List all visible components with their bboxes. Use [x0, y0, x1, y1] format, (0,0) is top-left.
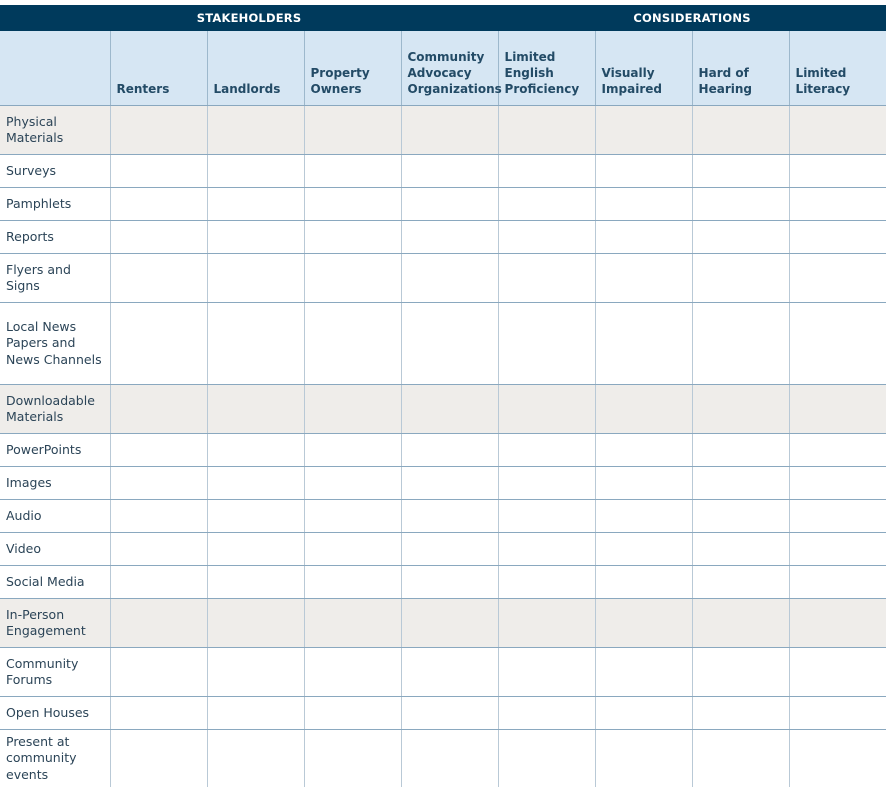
matrix-cell[interactable]	[498, 155, 595, 188]
category-row	[0, 599, 886, 648]
matrix-cell[interactable]	[498, 106, 595, 155]
matrix-cell[interactable]	[789, 697, 886, 730]
matrix-cell[interactable]	[595, 467, 692, 500]
row-label: Pamphlets	[0, 188, 110, 221]
matrix-cell[interactable]	[401, 254, 498, 303]
row-label: Social Media	[0, 566, 110, 599]
table-row	[0, 730, 886, 788]
matrix-cell[interactable]	[207, 730, 304, 788]
matrix-cell[interactable]	[110, 697, 207, 730]
matrix-cell[interactable]	[498, 254, 595, 303]
matrix-cell[interactable]	[304, 533, 401, 566]
matrix-cell[interactable]	[401, 155, 498, 188]
row-label: Community Forums	[0, 648, 110, 697]
matrix-cell[interactable]	[401, 106, 498, 155]
matrix-cell[interactable]	[110, 599, 207, 648]
matrix-cell[interactable]	[304, 221, 401, 254]
matrix-cell[interactable]	[304, 648, 401, 697]
matrix-cell[interactable]	[207, 188, 304, 221]
matrix-cell[interactable]	[401, 697, 498, 730]
matrix-cell[interactable]	[692, 385, 789, 434]
matrix-cell[interactable]	[789, 730, 886, 788]
row-label: Video	[0, 533, 110, 566]
matrix-cell[interactable]	[692, 599, 789, 648]
matrix-cell[interactable]	[207, 221, 304, 254]
matrix-cell[interactable]	[401, 188, 498, 221]
table-row	[0, 500, 886, 533]
matrix-cell[interactable]	[304, 106, 401, 155]
column-header-blank	[0, 31, 110, 106]
matrix-cell[interactable]	[498, 697, 595, 730]
column-header: Limited English Proficiency	[498, 31, 595, 106]
row-label: Surveys	[0, 155, 110, 188]
matrix-cell[interactable]	[401, 434, 498, 467]
matrix-cell[interactable]	[595, 533, 692, 566]
column-header: Landlords	[207, 31, 304, 106]
matrix-cell[interactable]	[401, 599, 498, 648]
matrix-cell[interactable]	[595, 566, 692, 599]
matrix-cell[interactable]	[498, 303, 595, 385]
table-row	[0, 221, 886, 254]
matrix-cell[interactable]	[498, 467, 595, 500]
matrix-cell[interactable]	[692, 188, 789, 221]
matrix-cell[interactable]	[401, 221, 498, 254]
matrix-cell[interactable]	[304, 599, 401, 648]
matrix-cell[interactable]	[789, 106, 886, 155]
matrix-cell[interactable]	[401, 385, 498, 434]
matrix-cell[interactable]	[595, 434, 692, 467]
group-header-considerations: CONSIDERATIONS	[498, 5, 886, 31]
category-label: Physical Materials	[0, 106, 110, 155]
table-row	[0, 155, 886, 188]
matrix-cell[interactable]	[692, 533, 789, 566]
matrix-cell[interactable]	[304, 730, 401, 788]
matrix-cell[interactable]	[692, 254, 789, 303]
matrix-cell[interactable]	[207, 254, 304, 303]
matrix-cell[interactable]	[595, 599, 692, 648]
matrix-cell[interactable]	[789, 155, 886, 188]
table-row	[0, 188, 886, 221]
matrix-cell[interactable]	[304, 155, 401, 188]
matrix-cell[interactable]	[207, 500, 304, 533]
column-header: Limited Literacy	[789, 31, 886, 106]
matrix-cell[interactable]	[595, 188, 692, 221]
matrix-cell[interactable]	[789, 221, 886, 254]
matrix-cell[interactable]	[207, 155, 304, 188]
matrix-cell[interactable]	[498, 566, 595, 599]
matrix-cell[interactable]	[498, 500, 595, 533]
matrix-cell[interactable]	[498, 385, 595, 434]
matrix-cell[interactable]	[110, 155, 207, 188]
matrix-cell[interactable]	[304, 385, 401, 434]
column-header: Renters	[110, 31, 207, 106]
column-header-row	[0, 31, 886, 106]
matrix-cell[interactable]	[789, 599, 886, 648]
matrix-cell[interactable]	[110, 500, 207, 533]
matrix-cell[interactable]	[595, 648, 692, 697]
matrix-cell[interactable]	[207, 566, 304, 599]
matrix-cell[interactable]	[110, 730, 207, 788]
matrix-cell[interactable]	[110, 106, 207, 155]
matrix-cell[interactable]	[789, 467, 886, 500]
category-row	[0, 385, 886, 434]
category-label: Downloadable Materials	[0, 385, 110, 434]
engagement-matrix	[0, 5, 886, 787]
matrix-cell[interactable]	[789, 434, 886, 467]
matrix-cell[interactable]	[692, 106, 789, 155]
matrix-cell[interactable]	[498, 221, 595, 254]
matrix-cell[interactable]	[692, 730, 789, 788]
row-label: Audio	[0, 500, 110, 533]
category-row	[0, 106, 886, 155]
matrix-cell[interactable]	[789, 385, 886, 434]
table-row	[0, 697, 886, 730]
matrix-cell[interactable]	[498, 648, 595, 697]
matrix-cell[interactable]	[789, 566, 886, 599]
matrix-cell[interactable]	[595, 697, 692, 730]
matrix-cell[interactable]	[207, 467, 304, 500]
row-label: Open Houses	[0, 697, 110, 730]
matrix-cell[interactable]	[692, 155, 789, 188]
matrix-cell[interactable]	[789, 533, 886, 566]
matrix-cell[interactable]	[789, 188, 886, 221]
matrix-cell[interactable]	[110, 467, 207, 500]
matrix-cell[interactable]	[789, 254, 886, 303]
table-row	[0, 254, 886, 303]
matrix-cell[interactable]	[207, 533, 304, 566]
matrix-cell[interactable]	[692, 434, 789, 467]
matrix-cell[interactable]	[595, 221, 692, 254]
row-label: PowerPoints	[0, 434, 110, 467]
matrix-cell[interactable]	[207, 648, 304, 697]
matrix-cell[interactable]	[692, 648, 789, 697]
table-row	[0, 648, 886, 697]
table-row	[0, 434, 886, 467]
matrix-cell[interactable]	[498, 533, 595, 566]
row-label: Local News Papers and News Channels	[0, 303, 110, 385]
column-header: Visually Impaired	[595, 31, 692, 106]
matrix-cell[interactable]	[789, 648, 886, 697]
matrix-cell[interactable]	[789, 303, 886, 385]
matrix-cell[interactable]	[110, 254, 207, 303]
matrix-cell[interactable]	[304, 188, 401, 221]
matrix-cell[interactable]	[692, 697, 789, 730]
matrix-cell[interactable]	[401, 500, 498, 533]
matrix-cell[interactable]	[692, 221, 789, 254]
matrix-cell[interactable]	[401, 648, 498, 697]
matrix-cell[interactable]	[110, 385, 207, 434]
matrix-cell[interactable]	[304, 697, 401, 730]
row-label: Present at community events	[6, 733, 77, 782]
table-row	[0, 566, 886, 599]
matrix-cell[interactable]	[304, 303, 401, 385]
matrix-cell[interactable]	[789, 500, 886, 533]
row-label: Reports	[0, 221, 110, 254]
matrix-cell[interactable]	[207, 599, 304, 648]
matrix-cell[interactable]	[401, 303, 498, 385]
matrix-cell[interactable]	[401, 467, 498, 500]
matrix-cell[interactable]	[595, 730, 692, 788]
matrix-cell[interactable]	[110, 434, 207, 467]
matrix-cell[interactable]	[498, 434, 595, 467]
matrix-cell[interactable]	[595, 303, 692, 385]
column-header: Community Advocacy Organizations	[401, 31, 498, 106]
matrix-cell[interactable]	[498, 188, 595, 221]
matrix-cell[interactable]	[401, 566, 498, 599]
matrix-cell[interactable]	[498, 730, 595, 788]
matrix-cell[interactable]	[110, 303, 207, 385]
matrix-cell[interactable]	[304, 434, 401, 467]
matrix-cell[interactable]	[692, 303, 789, 385]
table-row	[0, 303, 886, 385]
matrix-cell[interactable]	[304, 500, 401, 533]
matrix-cell[interactable]	[207, 303, 304, 385]
matrix-cell[interactable]	[110, 533, 207, 566]
matrix-body	[0, 106, 886, 788]
matrix-cell[interactable]	[401, 730, 498, 788]
column-header: Property Owners	[304, 31, 401, 106]
matrix-cell[interactable]	[401, 533, 498, 566]
matrix-cell[interactable]	[110, 648, 207, 697]
group-header-stakeholders: STAKEHOLDERS	[0, 5, 498, 31]
row-label: Flyers and Signs	[0, 254, 110, 303]
matrix-cell[interactable]	[595, 500, 692, 533]
matrix-cell[interactable]	[304, 566, 401, 599]
matrix-cell[interactable]	[207, 106, 304, 155]
column-header: Hard of Hearing	[692, 31, 789, 106]
matrix-cell[interactable]	[304, 467, 401, 500]
matrix-cell[interactable]	[595, 155, 692, 188]
matrix-cell[interactable]	[110, 221, 207, 254]
matrix-cell[interactable]	[110, 188, 207, 221]
matrix-cell[interactable]	[595, 254, 692, 303]
matrix-cell[interactable]	[207, 434, 304, 467]
matrix-cell[interactable]	[304, 254, 401, 303]
matrix-cell[interactable]	[207, 697, 304, 730]
matrix-cell[interactable]	[692, 500, 789, 533]
table-row	[0, 467, 886, 500]
engagement-table	[0, 5, 886, 787]
row-label: Images	[0, 467, 110, 500]
matrix-cell[interactable]	[595, 106, 692, 155]
matrix-cell[interactable]	[110, 566, 207, 599]
matrix-cell[interactable]	[595, 385, 692, 434]
matrix-cell[interactable]	[498, 599, 595, 648]
group-header-row	[0, 5, 886, 31]
matrix-cell[interactable]	[692, 566, 789, 599]
category-label: In-Person Engagement	[0, 599, 110, 648]
matrix-cell[interactable]	[207, 385, 304, 434]
table-row	[0, 533, 886, 566]
matrix-cell[interactable]	[692, 467, 789, 500]
